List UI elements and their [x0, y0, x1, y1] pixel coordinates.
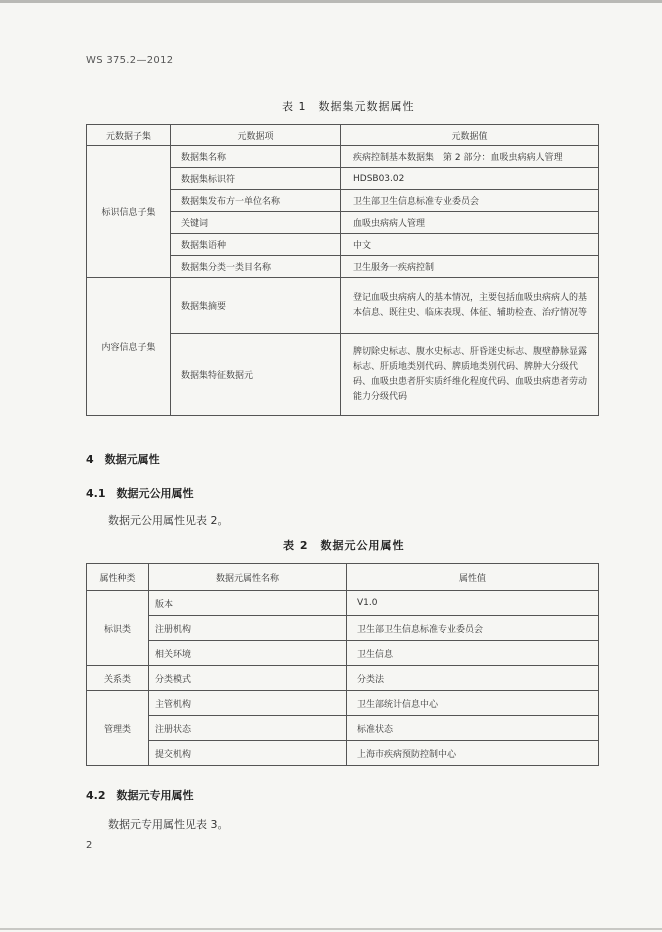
section-4-1-heading: 4.1 数据元公用属性: [86, 487, 194, 500]
section-4-heading: 4 数据元属性: [86, 453, 160, 466]
table-row: [87, 716, 599, 741]
table2-value: 卫生部卫生信息标准专业委员会: [347, 616, 599, 641]
table2-value: 卫生信息: [347, 641, 599, 666]
table1-item: 数据集特征数据元: [171, 334, 341, 416]
table2-col-name: 数据元属性名称: [149, 564, 347, 591]
table2-item: 提交机构: [149, 741, 347, 766]
table2-value: 标准状态: [347, 716, 599, 741]
table2-value: 上海市疾病预防控制中心: [347, 741, 599, 766]
table1-value: 卫生部卫生信息标准专业委员会: [341, 190, 599, 212]
table1-dataset-metadata: [86, 124, 599, 416]
document-id-header: WS 375.2—2012: [86, 55, 174, 66]
section-4-2-heading: 4.2 数据元专用属性: [86, 789, 194, 802]
table1-value: 疾病控制基本数据集 第 2 部分：血吸虫病病人管理: [341, 146, 599, 168]
table1-value: 卫生服务一疾病控制: [341, 256, 599, 278]
table1-group-content: 内容信息子集: [87, 278, 171, 416]
scan-bottom-edge: [0, 928, 662, 930]
table2-value: V1.0: [347, 591, 599, 616]
section-4-2-text: 数据元专用属性见表 3。: [108, 818, 229, 831]
table1-header-row: [87, 125, 599, 146]
table1-value: 血吸虫病病人管理: [341, 212, 599, 234]
table1-item: 数据集分类一类目名称: [171, 256, 341, 278]
table-row: [87, 741, 599, 766]
table-row: [87, 691, 599, 716]
table2-group-relation: 关系类: [87, 666, 149, 691]
table2-value: 卫生部统计信息中心: [347, 691, 599, 716]
table2-col-category: 属性种类: [87, 564, 149, 591]
table1-col-subset: 元数据子集: [87, 125, 171, 146]
table2-item: 相关环境: [149, 641, 347, 666]
table-row: [87, 666, 599, 691]
table1-col-value: 元数据值: [341, 125, 599, 146]
table-row: [87, 591, 599, 616]
table-row: [87, 616, 599, 641]
table-row: [87, 641, 599, 666]
table1-item: 关键词: [171, 212, 341, 234]
table-row: [87, 146, 599, 168]
table1-value: 登记血吸虫病病人的基本情况，主要包括血吸虫病病人的基本信息、既往史、临床表现、体征、辅助检查、治疗情况等: [341, 278, 599, 334]
table2-common-attributes: [86, 563, 599, 766]
table2-item: 主管机构: [149, 691, 347, 716]
table1-group-identification: 标识信息子集: [87, 146, 171, 278]
section-4-1-text: 数据元公用属性见表 2。: [108, 514, 229, 527]
table1-item: 数据集摘要: [171, 278, 341, 334]
table2-group-management: 管理类: [87, 691, 149, 766]
table2-value: 分类法: [347, 666, 599, 691]
table1-value: 中文: [341, 234, 599, 256]
table1-item: 数据集发布方一单位名称: [171, 190, 341, 212]
table1-item: 数据集名称: [171, 146, 341, 168]
page-number: 2: [86, 840, 93, 851]
table2-item: 版本: [149, 591, 347, 616]
table1-item: 数据集语种: [171, 234, 341, 256]
table2-caption: 表 2 数据元公用属性: [283, 539, 405, 552]
table1-caption: 表 1 数据集元数据属性: [282, 100, 415, 113]
table-row: [87, 278, 599, 334]
table2-item: 注册机构: [149, 616, 347, 641]
table2-item: 注册状态: [149, 716, 347, 741]
table2-item: 分类模式: [149, 666, 347, 691]
table2-group-identification: 标识类: [87, 591, 149, 666]
table2-col-value: 属性值: [347, 564, 599, 591]
table1-value: HDSB03.02: [341, 168, 599, 190]
scan-top-edge: [0, 0, 662, 3]
table1-value: 脾切除史标志、腹水史标志、肝昏迷史标志、腹壁静脉显露标志、肝质地类别代码、脾质地类别代码、脾肿大分级代码、血吸虫患者肝实质纤维化程度代码、血吸虫病患者劳动能力分级代码: [341, 334, 599, 416]
table2-header-row: [87, 564, 599, 591]
table1-item: 数据集标识符: [171, 168, 341, 190]
table1-col-item: 元数据项: [171, 125, 341, 146]
